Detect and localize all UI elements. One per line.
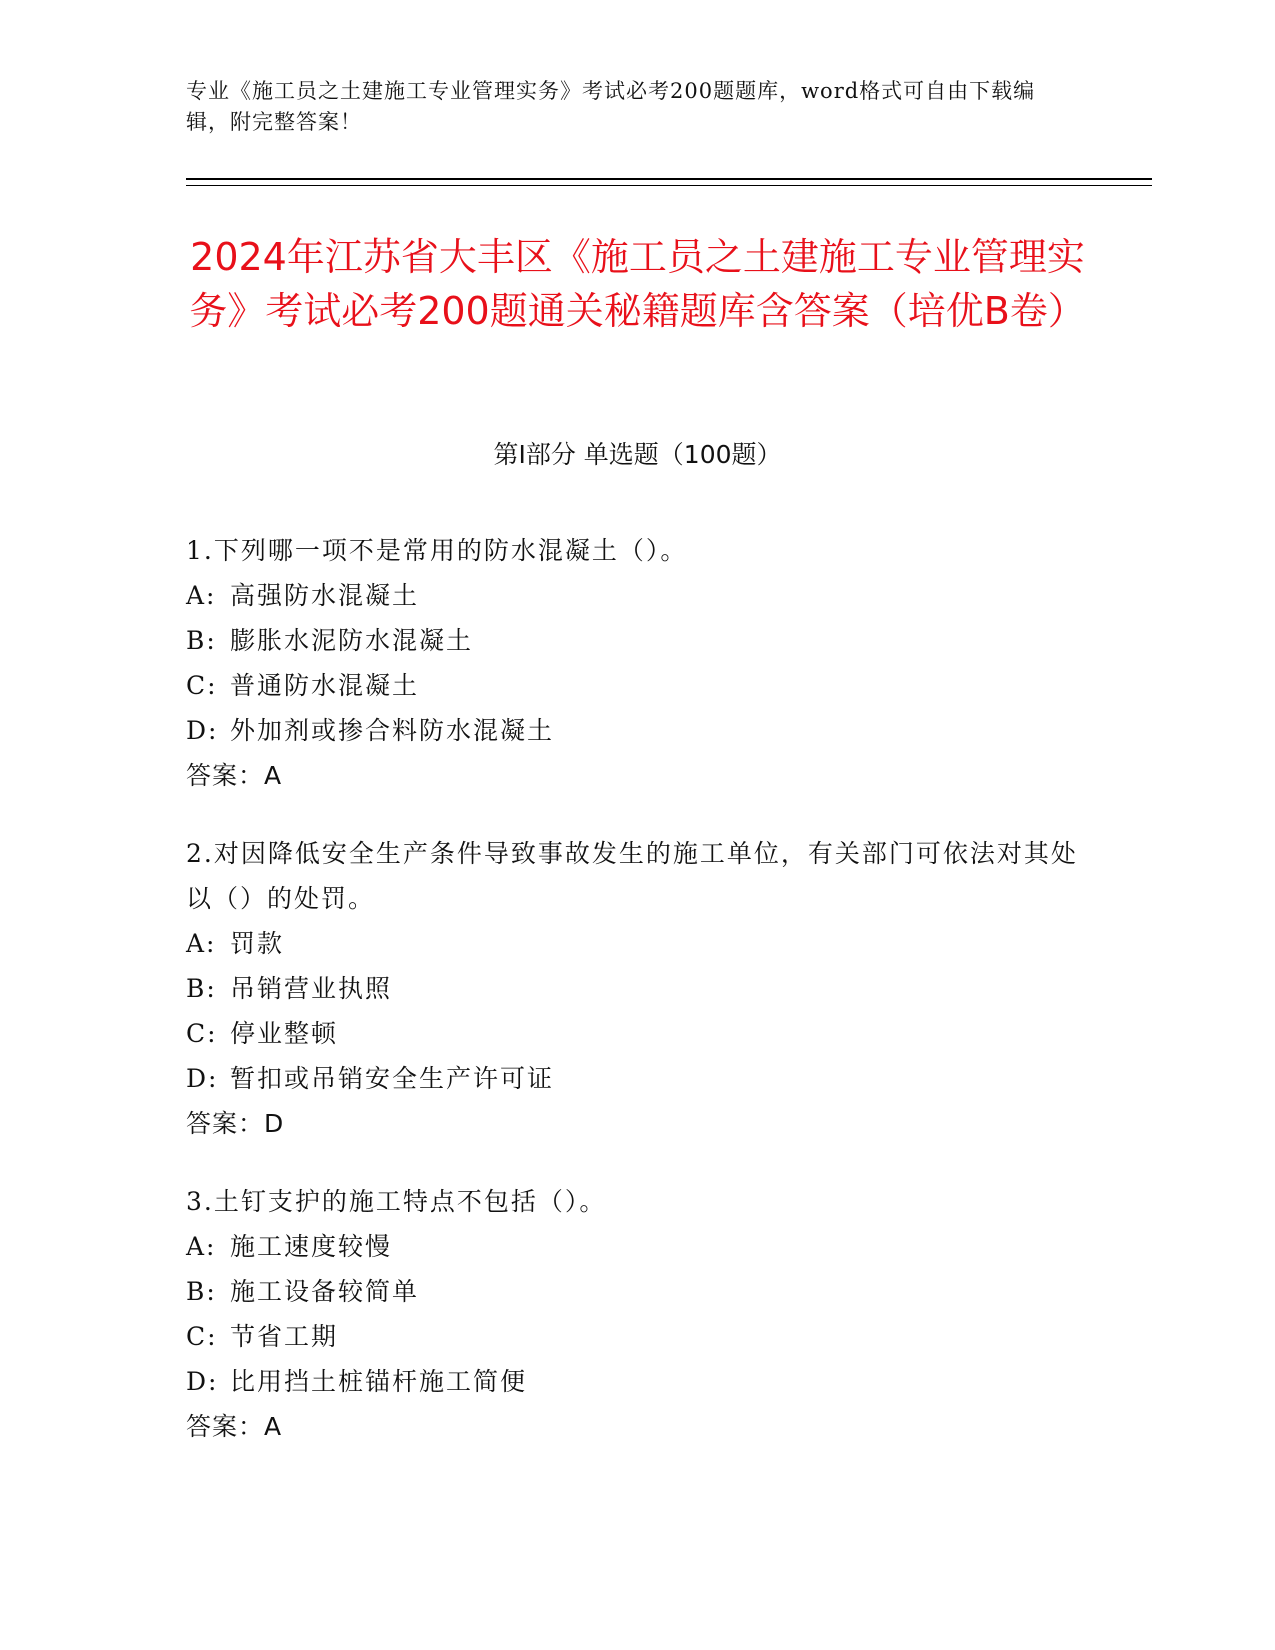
header-divider-thick <box>186 178 1152 180</box>
option-text: 停业整顿 <box>230 1019 339 1048</box>
option-letter: D: <box>186 1367 219 1396</box>
header-note: 专业《施工员之土建施工专业管理实务》考试必考200题题库，word格式可自由下载编辑，附完整答案！ <box>186 79 1036 134</box>
option-text: 膨胀水泥防水混凝土 <box>230 626 474 655</box>
option-text: 吊销营业执照 <box>230 974 393 1003</box>
answer-prefix: 答案： <box>186 1412 265 1441</box>
option-a <box>186 1224 1086 1269</box>
option-letter: A: <box>186 1232 217 1261</box>
header-divider-thin <box>186 185 1152 186</box>
option-b <box>186 618 1086 663</box>
option-text: 罚款 <box>230 929 285 958</box>
answer-prefix: 答案： <box>186 1109 265 1138</box>
answer-line <box>186 1404 1086 1449</box>
option-text: 施工设备较简单 <box>230 1277 420 1306</box>
option-d <box>186 1359 1086 1404</box>
question-list <box>186 528 1086 1482</box>
option-letter: B: <box>186 1277 217 1306</box>
option-a <box>186 573 1086 618</box>
option-letter: C: <box>186 1322 218 1351</box>
option-c <box>186 1011 1086 1056</box>
answer-value: A <box>264 1412 283 1441</box>
option-d <box>186 1056 1086 1101</box>
option-letter: D: <box>186 716 219 745</box>
question-item <box>186 1179 1086 1449</box>
option-letter: D: <box>186 1064 219 1093</box>
option-text: 节省工期 <box>230 1322 339 1351</box>
option-text: 比用挡土桩锚杆施工简便 <box>230 1367 528 1396</box>
question-text: 1.下列哪一项不是常用的防水混凝土（）。 <box>186 536 688 565</box>
option-letter: C: <box>186 671 218 700</box>
option-b <box>186 966 1086 1011</box>
option-b <box>186 1269 1086 1314</box>
option-c <box>186 663 1086 708</box>
question-text: 2.对因降低安全生产条件导致事故发生的施工单位，有关部门可依法对其处以（）的处罚。 <box>186 839 1078 913</box>
answer-line <box>186 753 1086 798</box>
answer-value: D <box>264 1109 285 1138</box>
option-letter: B: <box>186 974 217 1003</box>
option-c <box>186 1314 1086 1359</box>
option-text: 高强防水混凝土 <box>230 581 420 610</box>
question-text: 3.土钉支护的施工特点不包括（）。 <box>186 1187 607 1216</box>
answer-value: A <box>264 761 283 790</box>
answer-prefix: 答案： <box>186 761 265 790</box>
option-text: 普通防水混凝土 <box>230 671 420 700</box>
option-letter: C: <box>186 1019 218 1048</box>
document-title: 2024年江苏省大丰区《施工员之土建施工专业管理实务》考试必考200题通关秘籍题库含答案（培优B卷） <box>189 235 1086 333</box>
option-letter: B: <box>186 626 217 655</box>
option-text: 施工速度较慢 <box>230 1232 393 1261</box>
answer-line <box>186 1101 1086 1146</box>
option-letter: A: <box>186 581 217 610</box>
question-item <box>186 831 1086 1146</box>
question-item <box>186 528 1086 798</box>
option-text: 外加剂或掺合料防水混凝土 <box>230 716 555 745</box>
option-a <box>186 921 1086 966</box>
option-letter: A: <box>186 929 217 958</box>
option-text: 暂扣或吊销安全生产许可证 <box>230 1064 555 1093</box>
option-d <box>186 708 1086 753</box>
section-heading: 第Ⅰ部分 单选题（100题） <box>493 440 782 469</box>
